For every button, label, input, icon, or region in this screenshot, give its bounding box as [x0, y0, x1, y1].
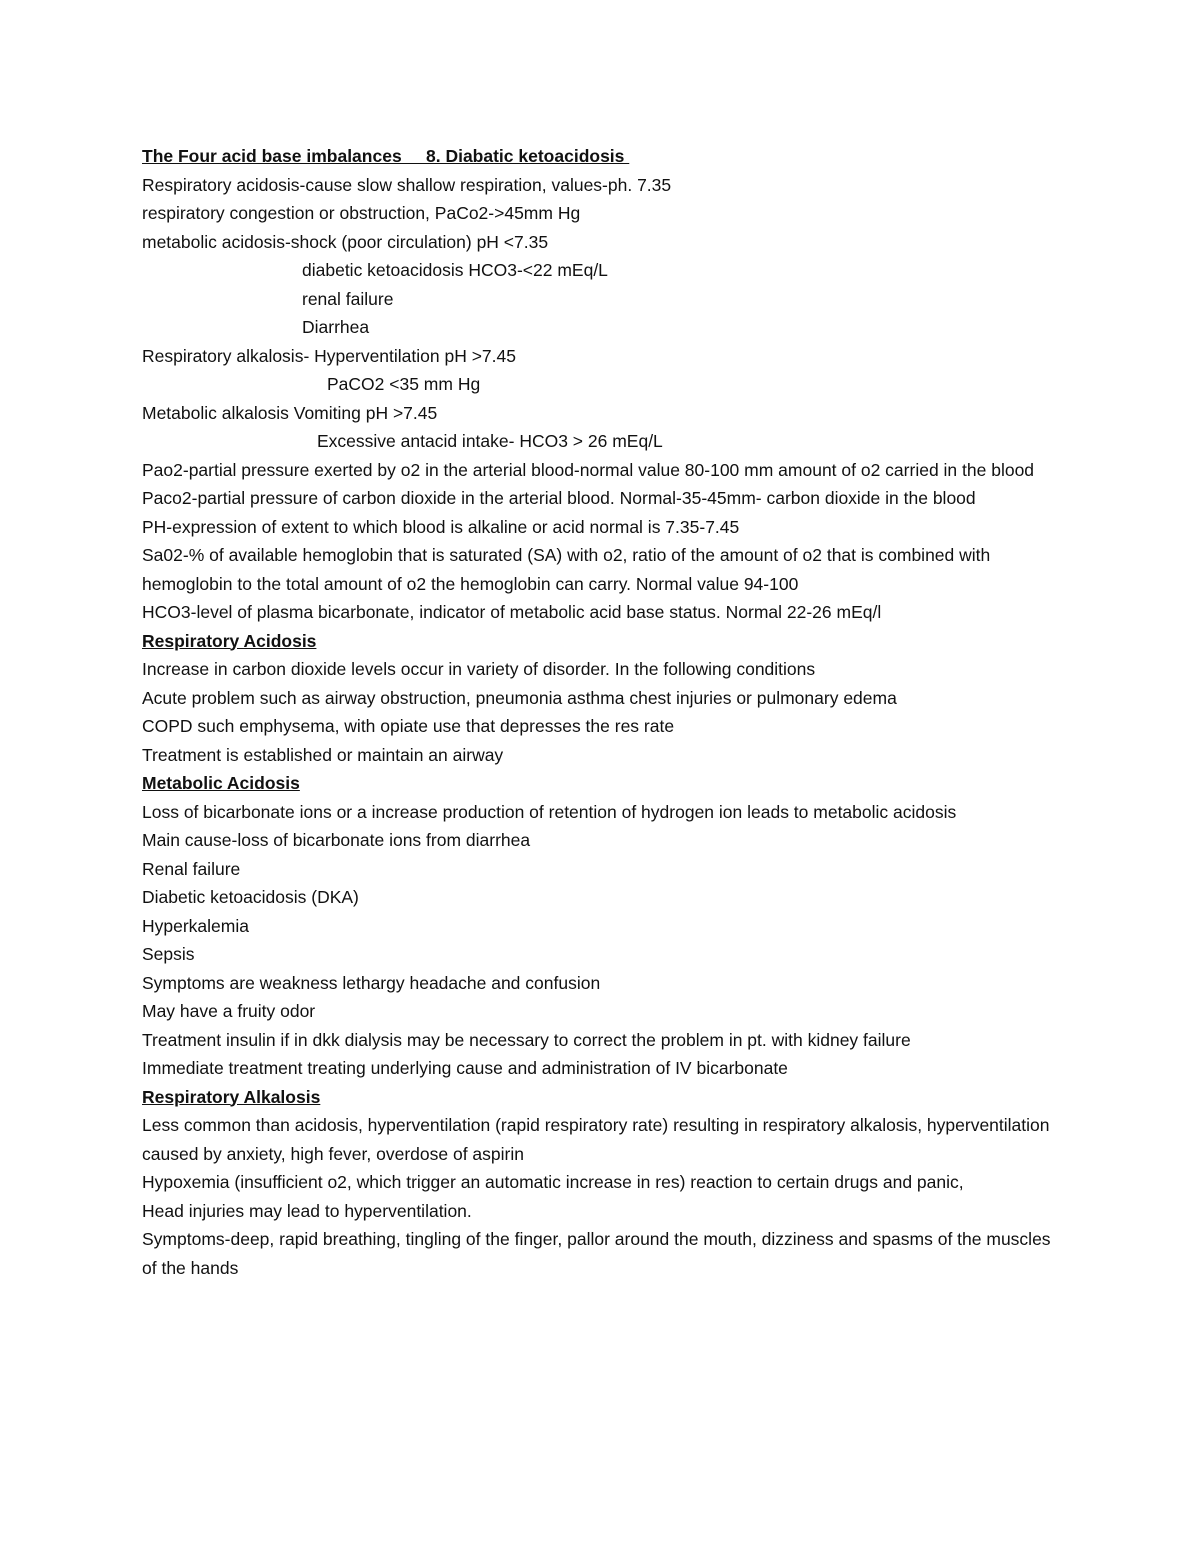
text-line: Sepsis: [142, 944, 195, 964]
text-line: diabetic ketoacidosis HCO3-<22 mEq/L: [302, 260, 608, 280]
text-line: Head injuries may lead to hyperventilation.: [142, 1200, 472, 1221]
text-line: Loss of bicarbonate ions or a increase production of retention of hydrogen ion leads to metabolic acidosis: [142, 801, 957, 822]
definition-sao2: Sa02-% of available hemoglobin that is saturated (SA) with o2, ratio of the amount of o2 that is combined with hemoglobin to the total amount of o2 the hemoglobin can carry. Normal value 94-100: [142, 545, 991, 594]
text-line: Acute problem such as airway obstruction, pneumonia asthma chest injuries or pulmonary edema: [142, 687, 897, 708]
text-line: metabolic acidosis-shock (poor circulation) pH <7.35: [142, 231, 549, 252]
text-line: Symptoms are weakness lethargy headache and confusion: [142, 972, 601, 993]
text-line: renal failure: [302, 288, 394, 309]
text-line: May have a fruity odor: [142, 1001, 316, 1021]
text-line: respiratory congestion or obstruction, PaCo2->45mm Hg: [142, 203, 581, 223]
definition-pao2: Pao2-partial pressure exerted by o2 in the arterial blood-normal value 80-100 mm amount of o2 carried in the blood: [142, 459, 1035, 480]
text-line: Diarrhea: [302, 317, 370, 337]
text-line: Immediate treatment treating underlying cause and administration of IV bicarbonate: [142, 1058, 788, 1078]
text-line: Symptoms-deep, rapid breathing, tingling of the finger, pallor around the mouth, dizziness and spasms of the muscles of the hands: [142, 1229, 1051, 1278]
section-heading-metabolic-acidosis: Metabolic Acidosis: [142, 773, 300, 793]
text-line: Respiratory acidosis-cause slow shallow respiration, values-ph. 7.35: [142, 174, 672, 195]
text-line: Hypoxemia (insufficient o2, which trigger an automatic increase in res) reaction to certain drugs and panic,: [142, 1172, 964, 1192]
text-line: COPD such emphysema, with opiate use that depresses the res rate: [142, 716, 675, 736]
text-line: Hyperkalemia: [142, 915, 249, 936]
text-line: Less common than acidosis, hyperventilation (rapid respiratory rate) resulting in respiratory alkalosis, hyperventilation caused by anxiety, high fever, overdose of aspirin: [142, 1115, 1050, 1164]
text-line: Increase in carbon dioxide levels occur in variety of disorder. In the following conditions: [142, 659, 816, 679]
text-line: Diabetic ketoacidosis (DKA): [142, 887, 359, 907]
section-heading-respiratory-alkalosis: Respiratory Alkalosis: [142, 1086, 321, 1107]
text-line: PaCO2 <35 mm Hg: [327, 374, 481, 394]
text-line: Treatment insulin if in dkk dialysis may be necessary to correct the problem in pt. with kidney failure: [142, 1029, 911, 1050]
text-line: Excessive antacid intake- HCO3 > 26 mEq/L: [317, 431, 663, 451]
definition-ph: PH-expression of extent to which blood is alkaline or acid normal is 7.35-7.45: [142, 516, 740, 537]
definition-hco3: HCO3-level of plasma bicarbonate, indicator of metabolic acid base status. Normal 22-26 mEq/l: [142, 602, 882, 622]
text-line: Treatment is established or maintain an airway: [142, 744, 504, 765]
document-title: The Four acid base imbalances 8. Diabatic ketoacidosis: [142, 146, 630, 166]
definition-paco2: Paco2-partial pressure of carbon dioxide in the arterial blood. Normal-35-45mm- carbon dioxide in the blood: [142, 488, 976, 508]
text-line: Metabolic alkalosis Vomiting pH >7.45: [142, 402, 438, 423]
text-line: Respiratory alkalosis- Hyperventilation pH >7.45: [142, 345, 516, 366]
section-heading-respiratory-acidosis: Respiratory Acidosis: [142, 630, 317, 651]
document-page: [142, 142, 1067, 1282]
text-line: Renal failure: [142, 858, 241, 879]
text-line: Main cause-loss of bicarbonate ions from diarrhea: [142, 830, 531, 850]
